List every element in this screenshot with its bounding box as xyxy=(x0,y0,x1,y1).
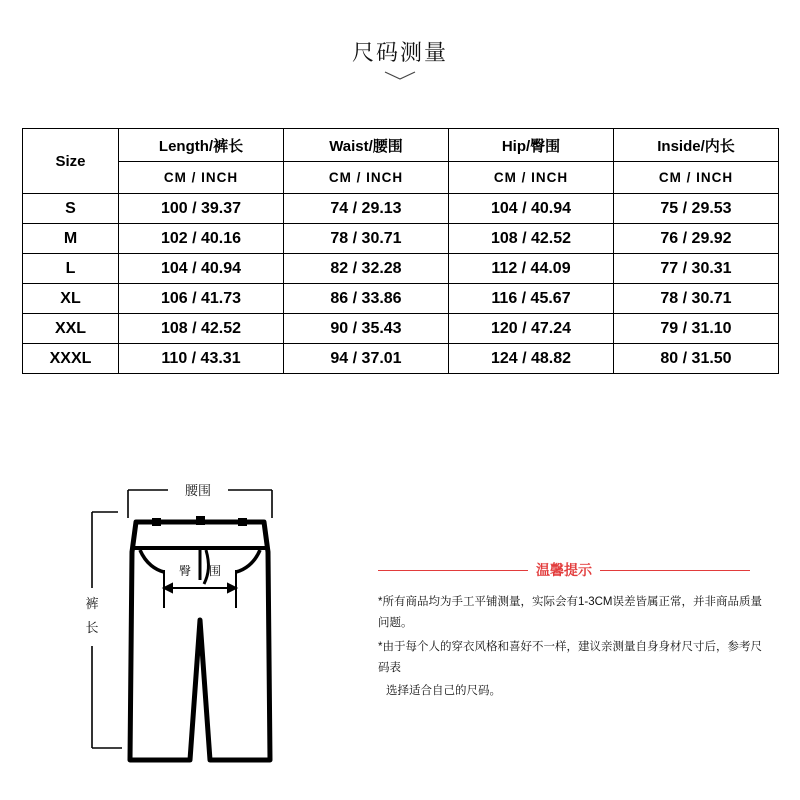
cell-length: 104 / 40.94 xyxy=(119,254,284,284)
table-row xyxy=(23,284,779,314)
header-unit-hip: CM / INCH xyxy=(449,162,614,194)
cell-inside: 76 / 29.92 xyxy=(614,224,779,254)
cell-length: 106 / 41.73 xyxy=(119,284,284,314)
length-label-char1: 裤 xyxy=(85,596,99,611)
tips-line-1: *所有商品均为手工平铺测量，实际会有1-3CM误差皆属正常，并非商品质量问题。 xyxy=(378,596,762,630)
cell-length: 100 / 39.37 xyxy=(119,194,284,224)
cell-waist: 82 / 32.28 xyxy=(284,254,449,284)
page-title: 尺码测量 xyxy=(351,40,448,65)
pants-diagram-svg xyxy=(60,460,360,780)
cell-waist: 86 / 33.86 xyxy=(284,284,449,314)
cell-hip: 112 / 44.09 xyxy=(449,254,614,284)
tips-line-2: *由于每个人的穿衣风格和喜好不一样，建议亲测量自身身材尺寸后，参考尺码表 xyxy=(378,640,762,674)
waist-label: 腰围 xyxy=(184,483,212,498)
cell-hip: 120 / 47.24 xyxy=(449,314,614,344)
size-table xyxy=(22,128,779,374)
table-row xyxy=(23,194,779,224)
tips-rule-right xyxy=(600,570,750,571)
tips-block xyxy=(378,560,778,704)
pants-measurement-diagram xyxy=(60,460,360,780)
cell-waist: 94 / 37.01 xyxy=(284,344,449,374)
cell-waist: 90 / 35.43 xyxy=(284,314,449,344)
cell-inside: 78 / 30.71 xyxy=(614,284,779,314)
cell-inside: 79 / 31.10 xyxy=(614,314,779,344)
table-row xyxy=(23,254,779,284)
cell-size: XXL xyxy=(23,314,119,344)
tips-header xyxy=(378,560,750,580)
cell-hip: 104 / 40.94 xyxy=(449,194,614,224)
table-header-row-units xyxy=(23,162,779,194)
cell-inside: 77 / 30.31 xyxy=(614,254,779,284)
table-row xyxy=(23,344,779,374)
pants-shape xyxy=(130,516,270,760)
cell-hip: 116 / 45.67 xyxy=(449,284,614,314)
header-hip: Hip/臀围 xyxy=(449,129,614,162)
cell-inside: 80 / 31.50 xyxy=(614,344,779,374)
tips-rule-left xyxy=(378,570,528,571)
length-label-char2: 长 xyxy=(85,620,99,635)
hip-label-char1: 臀 xyxy=(178,564,192,578)
cell-size: XXXL xyxy=(23,344,119,374)
cell-length: 108 / 42.52 xyxy=(119,314,284,344)
cell-size: S xyxy=(23,194,119,224)
cell-hip: 124 / 48.82 xyxy=(449,344,614,374)
table-header-row-main xyxy=(23,129,779,162)
table-row xyxy=(23,314,779,344)
header-size: Size xyxy=(23,129,119,194)
tips-body xyxy=(378,592,762,702)
title-swoosh-icon xyxy=(383,71,417,81)
cell-size: XL xyxy=(23,284,119,314)
header-unit-inside: CM / INCH xyxy=(614,162,779,194)
header-length: Length/裤长 xyxy=(119,129,284,162)
hip-label-char2: 围 xyxy=(208,564,222,578)
cell-length: 102 / 40.16 xyxy=(119,224,284,254)
table-row xyxy=(23,224,779,254)
cell-size: M xyxy=(23,224,119,254)
cell-size: L xyxy=(23,254,119,284)
tips-title: 温馨提示 xyxy=(536,562,592,578)
cell-length: 110 / 43.31 xyxy=(119,344,284,374)
cell-waist: 78 / 30.71 xyxy=(284,224,449,254)
tips-line-3: 选择适合自己的尺码。 xyxy=(386,685,501,698)
header-unit-length: CM / INCH xyxy=(119,162,284,194)
cell-inside: 75 / 29.53 xyxy=(614,194,779,224)
page-title-block xyxy=(0,36,800,81)
size-table-wrapper xyxy=(22,128,778,374)
cell-hip: 108 / 42.52 xyxy=(449,224,614,254)
header-waist: Waist/腰围 xyxy=(284,129,449,162)
header-unit-waist: CM / INCH xyxy=(284,162,449,194)
cell-waist: 74 / 29.13 xyxy=(284,194,449,224)
header-inside: Inside/内长 xyxy=(614,129,779,162)
